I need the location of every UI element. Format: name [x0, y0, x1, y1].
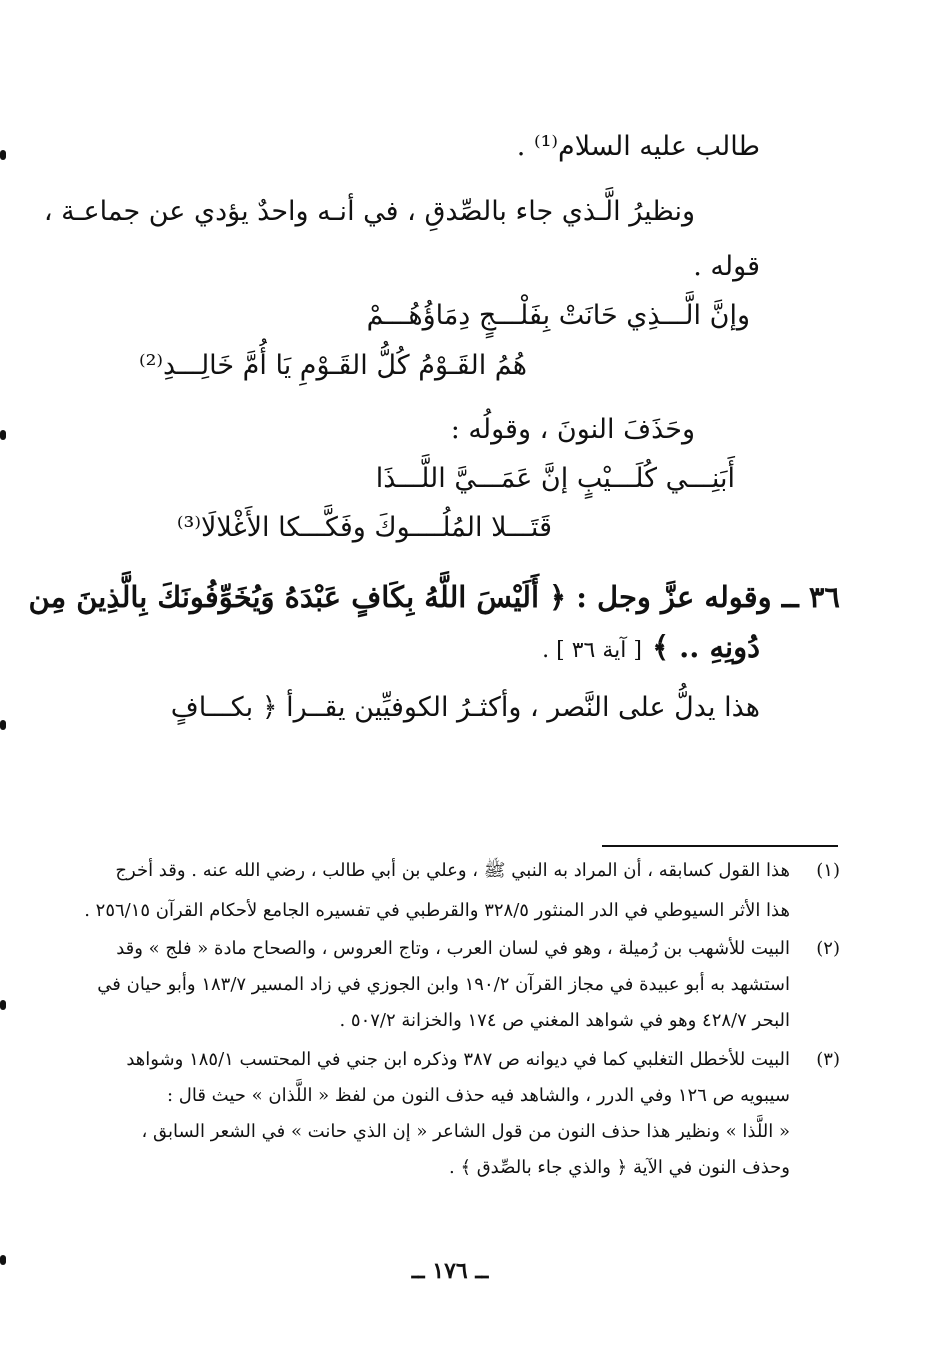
footnote-2-line-3: البحر ٤٢٨/٧ وهو في شواهد المغني ص ١٧٤ والخزانة ٥٠٧/٢ .: [339, 1010, 790, 1031]
scan-margin-mark: [0, 150, 6, 160]
scan-margin-mark: [0, 1000, 6, 1010]
verse-1-second-hemistich: هُمُ القَـوْمُ كُلُّ القَـوْمِ يَا أُمَّ خَالِـــدِ⁽²⁾: [138, 350, 527, 381]
footnote-3-line-1: البيت للأخطل التغلبي كما في ديوانه ص ٣٨٧ وذكره ابن جني في المحتسب ١٨٥/١ وشواهد: [126, 1049, 790, 1070]
footnote-2-line-1: البيت للأشهب بن رُميلة ، وهو في لسان العرب ، وتاج العروس ، والصحاح مادة « فلج » وقد: [116, 938, 790, 959]
scan-margin-mark: [0, 720, 6, 730]
footnote-1-number: (١): [816, 860, 840, 881]
footnote-2-line-2: استشهد به أبو عبيدة في مجاز القرآن ١٩٠/٢ وابن الجوزي في زاد المسير ١٨٣/٧ وأبو حيان في: [97, 974, 790, 995]
verse-2-first-hemistich: أَبَنِـــي كُلَـــيْبٍ إنَّ عَمَـــيَّ اللَّـــذَا: [375, 463, 735, 494]
footnote-3-line-2: سيبويه ص ١٢٦ وفي الدرر ، والشاهد فيه حذف النون من لفظ « اللَّذان » حيث قال :: [166, 1085, 790, 1106]
scan-margin-mark: [0, 1255, 6, 1265]
quran-quote-line-1: ٣٦ ــ وقوله عزَّ وجل : ﴿ أَلَيْسَ اللَّهُ بِكَافٍ عَبْدَهُ وَيُخَوِّفُونَكَ بِالَّذِينَ مِن: [28, 580, 840, 614]
quran-quote-line-2: [542, 625, 760, 673]
verse-2-second-hemistich: قَتَـــلا المُلُــــوكَ وفَكَّـــكا الأَغْلالَا⁽³⁾: [176, 512, 552, 543]
verse-reference: [ آية ٣٦ ] .: [542, 638, 642, 663]
body-line-5: هذا يدلُّ على النَّصر ، وأكثـرُ الكوفيِّين يقــرأ ﴿ بكـــافٍ: [170, 692, 760, 723]
footnote-2-number: (٢): [816, 938, 840, 959]
body-line-3: قوله .: [693, 251, 760, 282]
footnote-1-line-2: هذا الأثر السيوطي في الدر المنثور ٣٢٨/٥ والقرطبي في تفسيره الجامع لأحكام القرآن ٢٥٦/١٥ .: [84, 900, 790, 921]
body-line-4: وحَذَفَ النونَ ، وقولُه :: [450, 414, 695, 445]
page-number: ــ ١٧٦ ــ: [411, 1258, 489, 1284]
footnote-3-line-3: « اللَّذا » ونظير هذا حذف النون من قول الشاعر « إن الذي حانت » في الشعر السابق ،: [141, 1121, 790, 1142]
footnote-3-line-4: وحذف النون في الآية ﴿ والذي جاء بالصِّدق ﴾ .: [449, 1157, 790, 1178]
body-line-1: طالب عليه السلام⁽¹⁾ .: [516, 131, 760, 162]
footnote-1-line-1: هذا القول كسابقه ، أن المراد به النبي ﷺ ، وعلي بن أبي طالب ، رضي الله عنه . وقد أخرج: [115, 860, 790, 881]
verse-1-first-hemistich: وإنَّ الَّـــذِي حَانَتْ بِفَلْـــجٍ دِمَاؤُهُـــمْ: [366, 300, 750, 331]
body-line-2: ونظيرُ الَّـذي جاء بالصِّدقِ ، في أنـه واحدٌ يؤدي عن جماعـة ،: [43, 196, 695, 227]
footnote-3-number: (٣): [816, 1049, 840, 1070]
quran-quote-text: دُونِهِ .. ﴾: [652, 630, 760, 664]
scan-margin-mark: [0, 430, 6, 440]
footnote-separator: [602, 845, 838, 847]
